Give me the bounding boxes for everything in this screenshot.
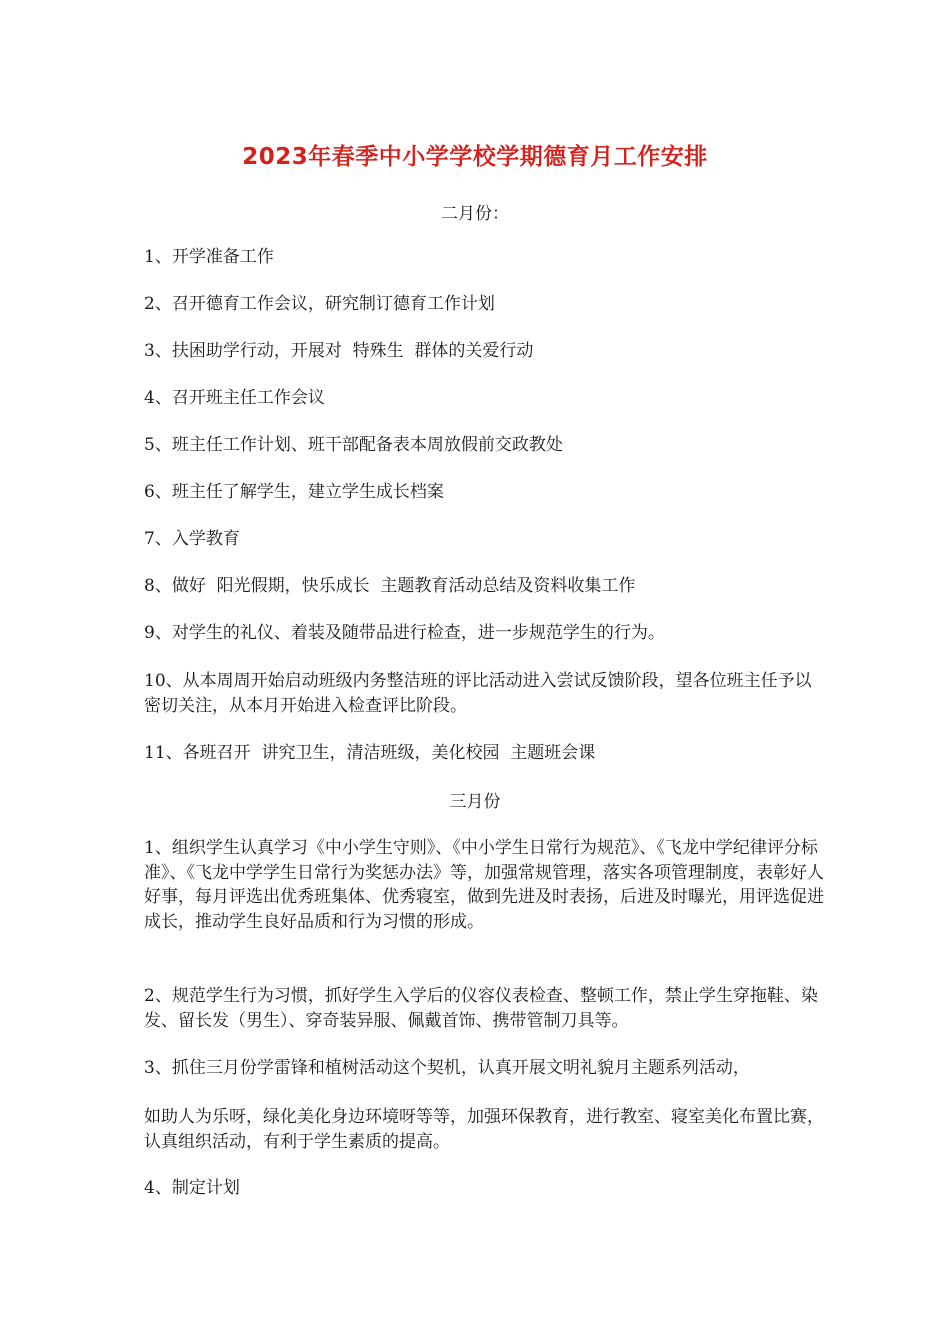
list-item: 3、抓住三月份学雷锋和植树活动这个契机，认真开展文明礼貌月主题系列活动， (144, 1058, 750, 1078)
section-heading-february: 二月份： (441, 204, 509, 224)
list-item: 1、组织学生认真学习《中小学生守则》、《中小学生日常行为规范》、《飞龙中学纪律评分标准》、《飞龙中学学生日常行为奖惩办法》等，加强常规管理，落实各项管理制度，表彰好人好事，每月评选出优秀班集体、优秀寝室，做到先进及时表扬，后进及时曝光，用评选促进成长，推动学生良好品质和行为习惯的形成。 (144, 838, 824, 932)
list-item: 11、各班召开 讲究卫生，清洁班级，美化校园 主题班会课 (144, 743, 596, 763)
list-item: 如助人为乐呀，绿化美化身边环境呀等等，加强环保教育，进行教室、寝室美化布置比赛，认真组织活动，有利于学生素质的提高。 (144, 1107, 824, 1152)
document-title: 2023年春季中小学学校学期德育月工作安排 (242, 144, 708, 170)
list-item: 4、制定计划 (144, 1178, 240, 1198)
list-item: 7、入学教育 (144, 529, 240, 549)
list-item: 4、召开班主任工作会议 (144, 388, 325, 408)
list-item: 6、班主任了解学生，建立学生成长档案 (144, 482, 444, 502)
list-item: 3、扶困助学行动，开展对 特殊生 群体的关爱行动 (144, 341, 534, 361)
list-item: 5、班主任工作计划、班干部配备表本周放假前交政教处 (144, 435, 563, 455)
list-item: 2、规范学生行为习惯，抓好学生入学后的仪容仪表检查、整顿工作，禁止学生穿拖鞋、染发、留长发（男生）、穿奇装异服、佩戴首饰、携带管制刀具等。 (144, 986, 818, 1031)
section-heading-march: 三月份 (449, 792, 501, 812)
list-item: 1、开学准备工作 (144, 247, 274, 267)
list-item: 2、召开德育工作会议，研究制订德育工作计划 (144, 294, 495, 314)
list-item: 8、做好 阳光假期，快乐成长 主题教育活动总结及资料收集工作 (144, 576, 636, 596)
list-item: 9、对学生的礼仪、着装及随带品进行检查，进一步规范学生的行为。 (144, 623, 665, 643)
list-item: 10、从本周周开始启动班级内务整洁班的评比活动进入尝试反馈阶段，望各位班主任予以密切关注，从本月开始进入检查评比阶段。 (144, 671, 812, 716)
